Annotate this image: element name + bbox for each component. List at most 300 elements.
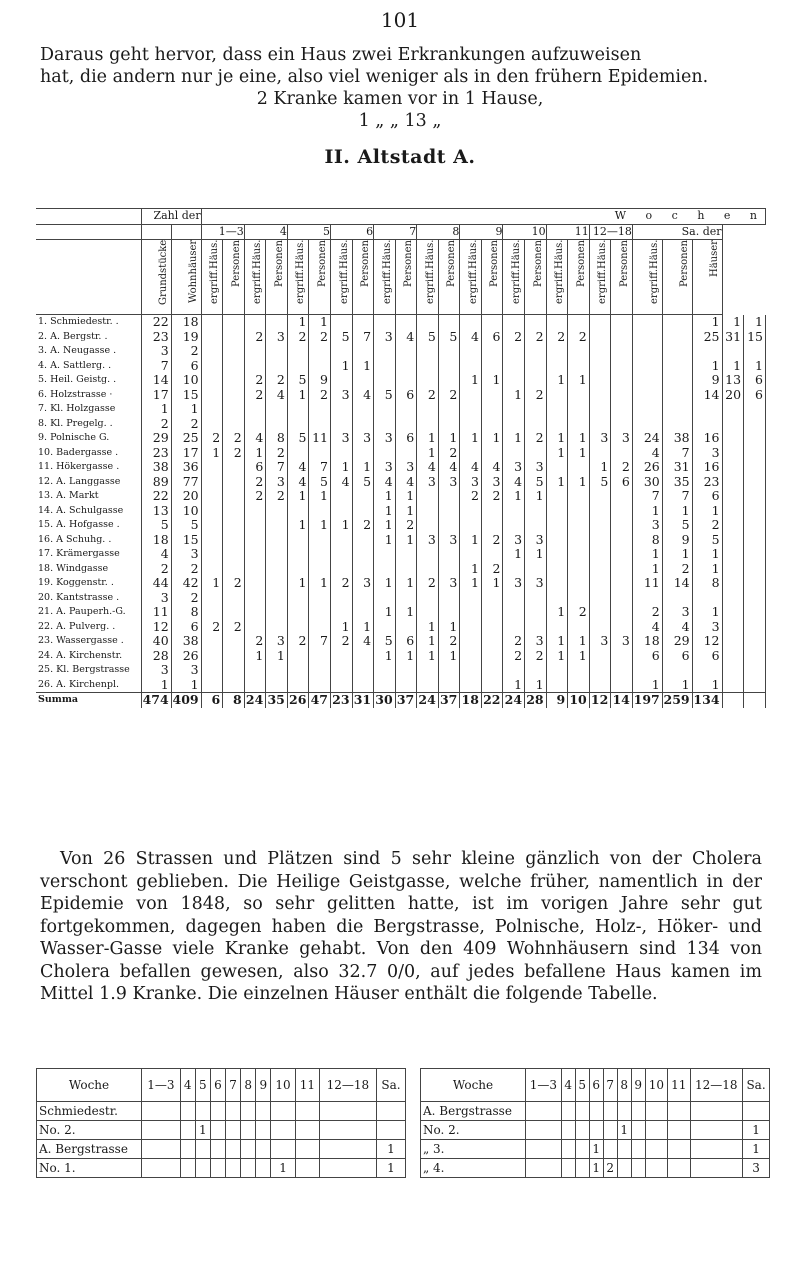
table-cell: 3 (395, 460, 417, 475)
table-cell (568, 460, 590, 475)
table-cell: 3 (611, 431, 633, 446)
table-cell (503, 344, 525, 359)
table-cell (142, 1159, 181, 1178)
table-cell (460, 663, 482, 678)
table-cell: 47 (309, 693, 331, 708)
table-cell (744, 446, 766, 461)
table-row (36, 402, 766, 417)
table-cell (611, 663, 633, 678)
table-cell (589, 388, 611, 403)
table-cell: 5 (662, 518, 692, 533)
table-cell (210, 1121, 225, 1140)
table-cell: 1 (374, 504, 396, 519)
table-cell (330, 446, 352, 461)
table-row (37, 1121, 406, 1140)
table-cell (142, 1140, 181, 1159)
table-cell (287, 678, 309, 693)
street-name: 1. Schmiedestr. . (36, 315, 141, 330)
table-cell: 11 (632, 576, 662, 591)
table-cell (743, 1102, 770, 1121)
header-week: 12—18 (319, 1069, 376, 1102)
table-cell: 1 (438, 620, 460, 635)
table-cell (632, 388, 662, 403)
table-cell: 2 (438, 388, 460, 403)
table-cell: 14 (611, 693, 633, 708)
table-cell: 10 (171, 373, 201, 388)
subheader-ergriff (632, 240, 662, 315)
table-cell: 24 (417, 693, 439, 708)
table-cell: 9 (662, 533, 692, 548)
subheader-ergriff (330, 240, 352, 315)
table-cell: 4 (330, 475, 352, 490)
subheader-ergriff (546, 240, 568, 315)
table-cell: 9 (546, 693, 568, 708)
table-cell (223, 417, 245, 432)
table-cell (662, 373, 692, 388)
table-cell (395, 315, 417, 330)
table-row (36, 591, 766, 606)
street-name: 18. Windgasse (36, 562, 141, 577)
table-cell (481, 663, 503, 678)
table-cell (309, 533, 331, 548)
street-name: 24. A. Kirchenstr. (36, 649, 141, 664)
table-cell (395, 547, 417, 562)
table-cell: 1 (374, 533, 396, 548)
table-cell (319, 1159, 376, 1178)
table-cell (546, 663, 568, 678)
table-cell: 1 (503, 489, 525, 504)
table-cell (690, 1140, 743, 1159)
table-cell (201, 518, 223, 533)
table-cell (223, 634, 245, 649)
table-cell (201, 315, 223, 330)
table-cell: 1 (744, 315, 766, 330)
table-cell: 1 (662, 547, 692, 562)
table-cell (319, 1121, 376, 1140)
table-cell: 2 (568, 330, 590, 345)
table-cell (244, 402, 266, 417)
table-cell (589, 373, 611, 388)
header-week: 12—18 (690, 1069, 743, 1102)
table-cell: 1 (662, 504, 692, 519)
table-cell: 2 (201, 431, 223, 446)
table-cell: 3 (662, 605, 692, 620)
table-cell: 6 (395, 388, 417, 403)
subheader-ergriff (460, 240, 482, 315)
table-cell (744, 693, 766, 708)
subheader-label: Personen (360, 240, 372, 287)
table-cell: 7 (352, 330, 374, 345)
table-cell: 6 (244, 460, 266, 475)
table-cell: 3 (417, 475, 439, 490)
table-cell: 10 (171, 504, 201, 519)
table-cell (744, 460, 766, 475)
table-cell (271, 1140, 295, 1159)
table-cell (525, 315, 547, 330)
table-cell (481, 504, 503, 519)
table-cell (481, 620, 503, 635)
table-cell: 3 (632, 518, 662, 533)
street-name: 25. Kl. Bergstrasse (36, 663, 141, 678)
table-cell: 1 (503, 678, 525, 693)
table-cell: 1 (568, 649, 590, 664)
table-cell (744, 649, 766, 664)
table-cell: 4 (141, 547, 171, 562)
table-cell (266, 402, 288, 417)
table-cell (611, 547, 633, 562)
table-cell (589, 605, 611, 620)
table-cell (201, 489, 223, 504)
table-cell (352, 315, 374, 330)
ratio-line-2: 1 „ „ 13 „ (358, 111, 442, 131)
table-cell: 1 (287, 315, 309, 330)
table-cell (662, 359, 692, 374)
table-row (36, 460, 766, 475)
table-cell (395, 417, 417, 432)
table-cell (611, 562, 633, 577)
table-cell: 2 (309, 330, 331, 345)
table-cell: 134 (692, 693, 722, 708)
table-cell: 37 (395, 693, 417, 708)
table-cell: 1 (546, 446, 568, 461)
table-cell: 4 (632, 446, 662, 461)
table-cell: 1 (722, 359, 744, 374)
table-cell (309, 359, 331, 374)
table-cell (481, 446, 503, 461)
table-cell: 3 (611, 634, 633, 649)
table-cell (223, 518, 245, 533)
table-cell (352, 547, 374, 562)
intro-line-1: Daraus geht hervor, dass ein Haus zwei Erkrankungen aufzuweisen (40, 45, 642, 65)
table-cell (201, 533, 223, 548)
table-cell: 1 (632, 547, 662, 562)
table-cell (503, 402, 525, 417)
table-cell: 7 (662, 489, 692, 504)
table-cell: 1 (417, 634, 439, 649)
table-cell (223, 562, 245, 577)
table-cell (223, 649, 245, 664)
table-cell (287, 359, 309, 374)
table-cell (568, 576, 590, 591)
table-cell: 2 (692, 518, 722, 533)
table-cell: 3 (171, 547, 201, 562)
table-cell: 2 (266, 373, 288, 388)
table-cell: 1 (417, 446, 439, 461)
table-row (36, 359, 766, 374)
table-cell: 6 (171, 359, 201, 374)
table-cell: 1 (141, 402, 171, 417)
table-cell (503, 417, 525, 432)
table-cell (330, 649, 352, 664)
table-cell: 2 (244, 373, 266, 388)
table-cell: 12 (589, 693, 611, 708)
table-cell (589, 504, 611, 519)
table-row (36, 388, 766, 403)
table-cell (287, 649, 309, 664)
subheader-label: Personen (230, 240, 242, 287)
table-cell (722, 591, 744, 606)
table-cell (589, 417, 611, 432)
table-cell: 24 (632, 431, 662, 446)
table-cell (266, 547, 288, 562)
table-cell: 1 (374, 649, 396, 664)
table-cell (195, 1140, 210, 1159)
table-cell: 30 (374, 693, 396, 708)
table-cell: 3 (352, 576, 374, 591)
subheader-label: Personen (446, 240, 458, 287)
table-cell (546, 591, 568, 606)
table-cell (287, 663, 309, 678)
table-cell (374, 446, 396, 461)
table-cell (266, 591, 288, 606)
table-cell: 2 (223, 620, 245, 635)
table-cell (503, 504, 525, 519)
table-cell (568, 504, 590, 519)
subheader-label: Personen (532, 240, 544, 287)
table-cell (603, 1121, 617, 1140)
header-week: 10 (503, 224, 546, 240)
table-cell (525, 402, 547, 417)
table-cell (309, 562, 331, 577)
table-cell: 11 (309, 431, 331, 446)
table-cell (568, 388, 590, 403)
table-cell: 3 (589, 634, 611, 649)
table-cell (589, 315, 611, 330)
table-cell (438, 504, 460, 519)
table-cell (546, 576, 568, 591)
table-cell (589, 576, 611, 591)
subheader-ergriff (589, 240, 611, 315)
table-cell: 8 (223, 693, 245, 708)
table-cell (460, 678, 482, 693)
table-cell: 5 (330, 330, 352, 345)
table-cell (589, 402, 611, 417)
table-cell: 1 (692, 359, 722, 374)
table-row (36, 446, 766, 461)
table-cell (223, 373, 245, 388)
header-week: 1—3 (201, 224, 244, 240)
table-cell (546, 344, 568, 359)
table-cell (568, 344, 590, 359)
table-cell (395, 446, 417, 461)
street-name: 8. Kl. Pregelg. . (36, 417, 141, 432)
table-cell (617, 1102, 631, 1121)
table-cell (460, 620, 482, 635)
table-cell (481, 344, 503, 359)
table-cell: 1 (525, 678, 547, 693)
subheader-label: Personen (273, 240, 285, 287)
table-cell: 4 (395, 475, 417, 490)
table-cell: 5 (171, 518, 201, 533)
table-row (36, 344, 766, 359)
table-cell (575, 1159, 589, 1178)
table-cell (611, 402, 633, 417)
table-cell (395, 678, 417, 693)
street-name: 4. A. Sattlerg. . (36, 359, 141, 374)
table-cell (352, 402, 374, 417)
table-cell: 28 (141, 649, 171, 664)
table-cell (266, 344, 288, 359)
header-wochen: W o c h e n (201, 209, 765, 225)
table-cell: 1 (632, 562, 662, 577)
table-cell: 2 (481, 533, 503, 548)
table-cell: 1 (568, 475, 590, 490)
table-cell: 44 (141, 576, 171, 591)
table-cell: 25 (171, 431, 201, 446)
table-cell (309, 591, 331, 606)
table-cell: 2 (352, 518, 374, 533)
table-cell (195, 1159, 210, 1178)
table-cell (287, 605, 309, 620)
street-name: 6. Holzstrasse · (36, 388, 141, 403)
table-cell: 16 (692, 460, 722, 475)
table-cell (417, 562, 439, 577)
header-week: 12—18 (589, 224, 632, 240)
table-cell: 1 (460, 562, 482, 577)
table-cell: 1 (692, 547, 722, 562)
subheader-personen (223, 240, 245, 315)
table-cell: 5 (417, 330, 439, 345)
table-cell (201, 373, 223, 388)
table-cell: 2 (417, 576, 439, 591)
table-cell: 3 (438, 576, 460, 591)
table-cell: 6 (395, 634, 417, 649)
table-cell: 1 (309, 576, 331, 591)
table-cell (374, 562, 396, 577)
table-cell: 2 (171, 344, 201, 359)
table-cell (503, 518, 525, 533)
table-cell: 2 (141, 417, 171, 432)
header-week: 8 (617, 1069, 631, 1102)
table-cell (722, 402, 744, 417)
table-cell: 3 (525, 634, 547, 649)
table-cell (611, 344, 633, 359)
table-cell (744, 489, 766, 504)
table-cell: 3 (525, 533, 547, 548)
table-cell: 2 (244, 489, 266, 504)
table-cell (438, 678, 460, 693)
table-cell (690, 1159, 743, 1178)
subheader-ergriff (417, 240, 439, 315)
table-cell (417, 489, 439, 504)
header-row-sub (36, 240, 766, 315)
table-cell (223, 460, 245, 475)
table-cell (662, 591, 692, 606)
table-cell (662, 330, 692, 345)
street-name: 5. Heil. Geistg. . (36, 373, 141, 388)
table-cell (241, 1159, 256, 1178)
table-cell (223, 402, 245, 417)
subheader-label: ergriff.Häus. (648, 240, 660, 305)
table-cell (201, 330, 223, 345)
table-cell (438, 591, 460, 606)
table-cell (525, 562, 547, 577)
table-cell: 5 (287, 431, 309, 446)
table-row (36, 576, 766, 591)
table-cell: 5 (525, 475, 547, 490)
table-cell (525, 518, 547, 533)
table-cell: 4 (352, 634, 374, 649)
table-cell (142, 1102, 181, 1121)
table-cell (460, 315, 482, 330)
table-cell (244, 518, 266, 533)
table-cell (330, 562, 352, 577)
table-cell (722, 475, 744, 490)
table-cell (438, 417, 460, 432)
header-week: 1—3 (142, 1069, 181, 1102)
table-cell (352, 678, 374, 693)
header-blank (171, 224, 201, 240)
table-cell (662, 417, 692, 432)
table-cell: 3 (266, 634, 288, 649)
table-cell (481, 417, 503, 432)
table-cell: 6 (395, 431, 417, 446)
table-cell: 3 (460, 475, 482, 490)
table-cell (352, 446, 374, 461)
table-cell: 1 (244, 649, 266, 664)
table-cell (631, 1140, 645, 1159)
table-cell (575, 1102, 589, 1121)
table-cell: 1 (374, 576, 396, 591)
table-cell: 1 (395, 649, 417, 664)
table-cell: 2 (223, 446, 245, 461)
intro-line-2: hat, die andern nur je eine, also viel weniger als in den frühern Epidemien. (40, 67, 709, 87)
table-cell: 10 (568, 693, 590, 708)
table-cell (568, 518, 590, 533)
subheader-label: Personen (575, 240, 587, 287)
table-cell: 37 (438, 693, 460, 708)
table-cell: 3 (589, 431, 611, 446)
table-cell (438, 489, 460, 504)
table-cell: 1 (309, 489, 331, 504)
table-cell: 8 (266, 431, 288, 446)
table-cell (481, 678, 503, 693)
table-cell (374, 402, 396, 417)
table-cell: 15 (171, 388, 201, 403)
table-cell (266, 605, 288, 620)
table-cell: 6 (611, 475, 633, 490)
table-cell (662, 402, 692, 417)
table-cell (589, 649, 611, 664)
table-cell: 42 (171, 576, 201, 591)
table-cell (256, 1102, 271, 1121)
table-cell (376, 1102, 405, 1121)
table-cell: 3 (330, 388, 352, 403)
table-cell (561, 1140, 575, 1159)
table-cell: 1 (374, 605, 396, 620)
table-cell (309, 620, 331, 635)
table-cell (438, 605, 460, 620)
table-cell: 1 (525, 547, 547, 562)
table-cell (352, 605, 374, 620)
table-cell (525, 504, 547, 519)
table-row (36, 373, 766, 388)
table-cell (589, 533, 611, 548)
table-cell (589, 547, 611, 562)
header-week: 6 (589, 1069, 603, 1102)
header-week: 7 (226, 1069, 241, 1102)
table-cell: 1 (460, 431, 482, 446)
table-cell (722, 344, 744, 359)
subheader-ergriff (503, 240, 525, 315)
table-cell (744, 634, 766, 649)
subheader-personen (568, 240, 590, 315)
table-cell: 2 (287, 634, 309, 649)
table-cell: 1 (171, 402, 201, 417)
table-cell (722, 649, 744, 664)
table-cell (330, 344, 352, 359)
table-cell: 26 (632, 460, 662, 475)
